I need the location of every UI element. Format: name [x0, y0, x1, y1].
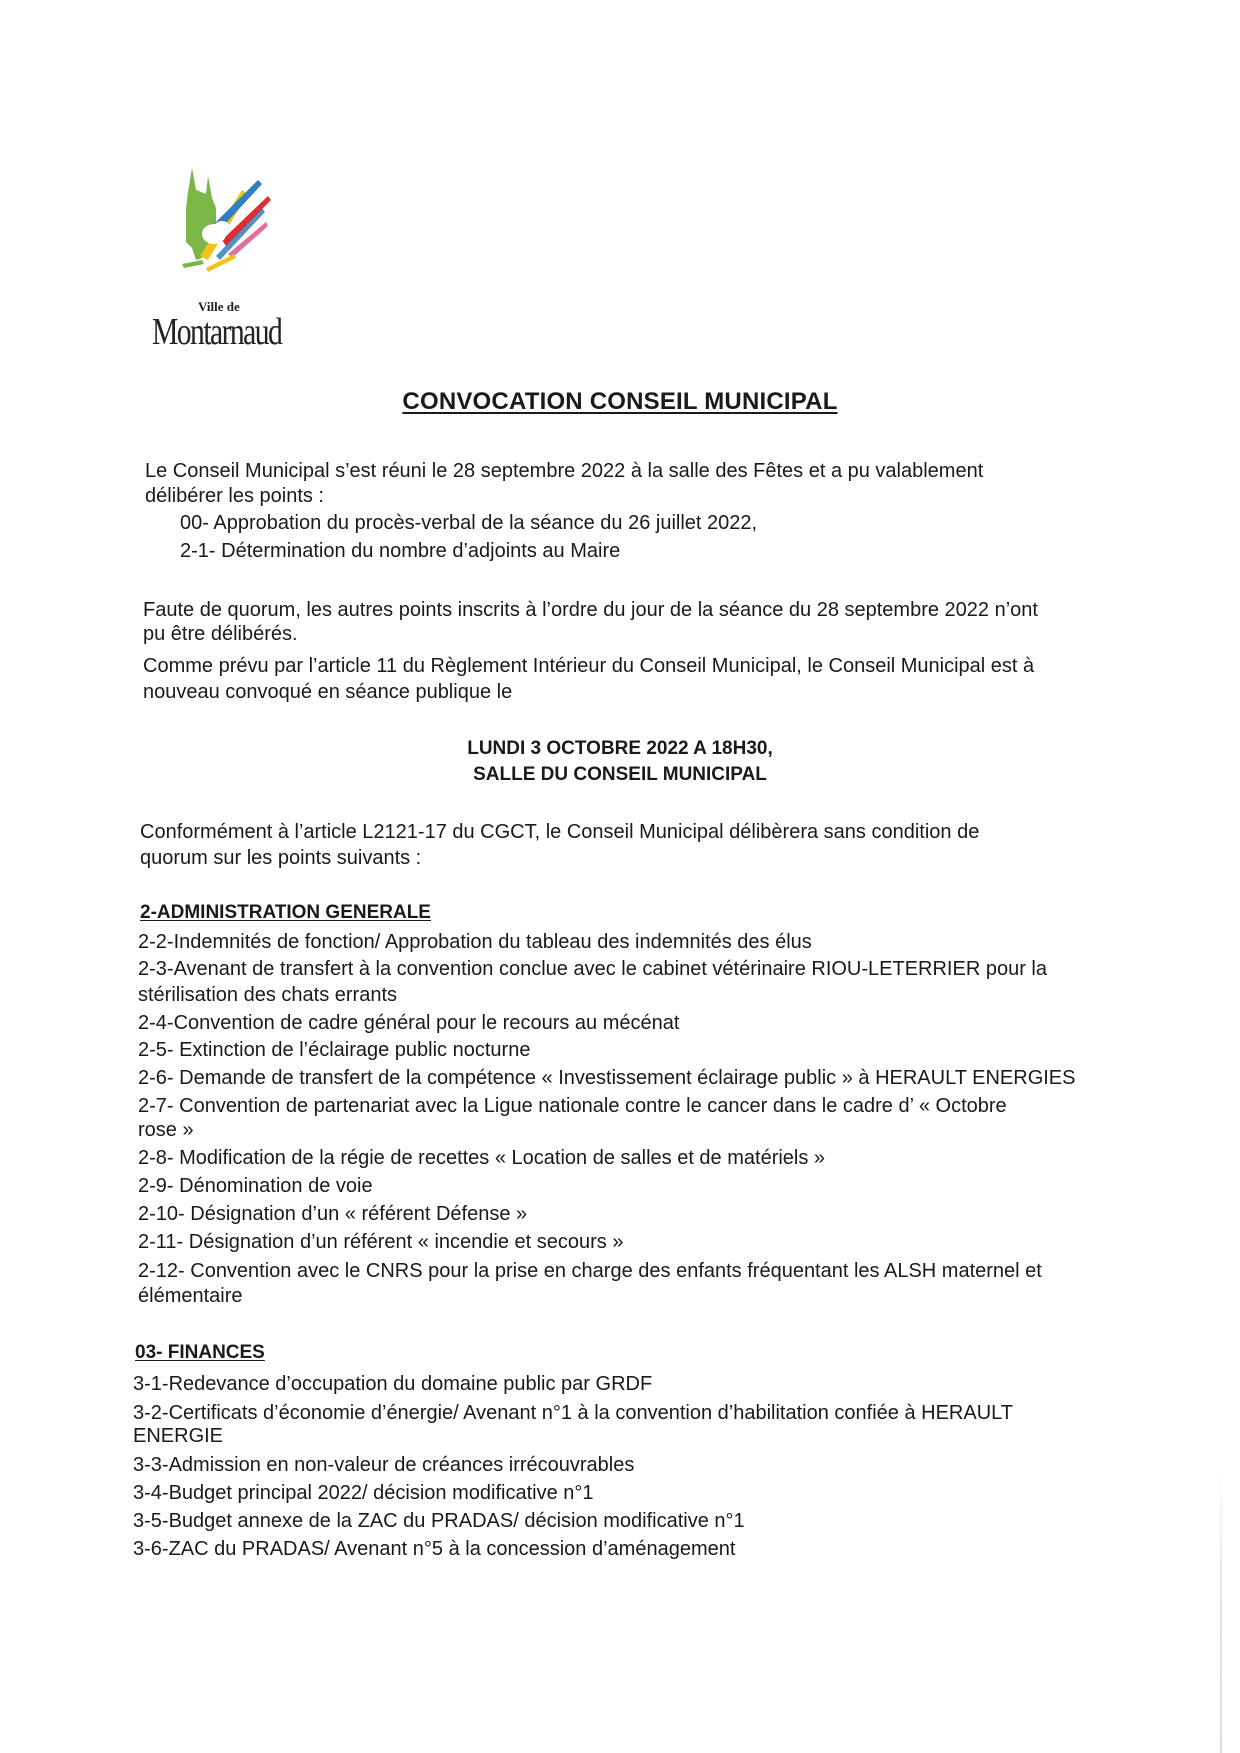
admin-heading: 2-ADMINISTRATION GENERALE: [140, 902, 431, 923]
intro-line-1: Le Conseil Municipal s’est réuni le 28 septembre 2022 à la salle des Fêtes et a pu valablement: [145, 460, 984, 482]
list-item: 2-5- Extinction de l’éclairage public nocturne: [138, 1039, 531, 1061]
list-item: 3-3-Admission en non-valeur de créances irrécouvrables: [133, 1454, 635, 1476]
conform-line-1: Conformément à l’article L2121-17 du CGCT, le Conseil Municipal délibèrera sans condition de: [140, 821, 980, 843]
list-item: 3-5-Budget annexe de la ZAC du PRADAS/ décision modificative n°1: [133, 1510, 745, 1532]
logo-ville-de: Ville de: [198, 299, 240, 314]
list-item: 2-12- Convention avec le CNRS pour la prise en charge des enfants fréquentant les ALSH maternel et: [138, 1260, 1042, 1282]
logo-town-name: Montarnaud: [152, 311, 282, 353]
list-item: stérilisation des chats errants: [138, 984, 398, 1006]
quorum-line-2: pu être délibérés.: [143, 623, 298, 645]
list-item: 2-8- Modification de la régie de recettes « Location de salles et de matériels »: [138, 1147, 826, 1169]
scan-edge-line: [1220, 1470, 1222, 1753]
intro-line-2: délibérer les points :: [145, 485, 324, 507]
list-item: 2-4-Convention de cadre général pour le recours au mécénat: [138, 1012, 680, 1034]
list-item: 2-6- Demande de transfert de la compétence « Investissement éclairage public » à HERAULT ENERGIES: [138, 1067, 1076, 1089]
list-item: 3-1-Redevance d’occupation du domaine public par GRDF: [133, 1373, 653, 1395]
list-item: 3-6-ZAC du PRADAS/ Avenant n°5 à la concession d’aménagement: [133, 1538, 736, 1560]
list-item: 2-9- Dénomination de voie: [138, 1175, 373, 1197]
list-item: 3-2-Certificats d’économie d’énergie/ Avenant n°1 à la convention d’habilitation confiée à HERAULT: [133, 1402, 1013, 1424]
list-item: ENERGIE: [133, 1425, 224, 1447]
list-item: 2-10- Désignation d’un « référent Défense »: [138, 1203, 528, 1225]
list-item: rose »: [138, 1119, 194, 1141]
meeting-date: LUNDI 3 OCTOBRE 2022 A 18H30,: [467, 738, 773, 759]
list-item: 2-3-Avenant de transfert à la convention conclue avec le cabinet vétérinaire RIOU-LETERRIER pour la: [138, 958, 1047, 980]
quorum-line-1: Faute de quorum, les autres points inscrits à l’ordre du jour de la séance du 28 septembre 2022 n’ont: [143, 599, 1038, 621]
intro-item-2: 2-1- Détermination du nombre d’adjoints au Maire: [180, 540, 621, 562]
meeting-place: SALLE DU CONSEIL MUNICIPAL: [473, 764, 767, 785]
montarnaud-emblem-icon: [172, 168, 272, 286]
town-logo: [150, 168, 290, 353]
quorum-line-3: Comme prévu par l’article 11 du Règlement Intérieur du Conseil Municipal, le Conseil Municipal est à: [143, 655, 1035, 677]
list-item: 2-11- Désignation d’un référent « incendie et secours »: [138, 1231, 624, 1253]
list-item: élémentaire: [138, 1285, 243, 1307]
document-title: CONVOCATION CONSEIL MUNICIPAL: [402, 388, 838, 415]
list-item: 2-2-Indemnités de fonction/ Approbation du tableau des indemnités des élus: [138, 931, 812, 953]
intro-item-1: 00- Approbation du procès-verbal de la séance du 26 juillet 2022,: [180, 512, 758, 534]
list-item: 3-4-Budget principal 2022/ décision modificative n°1: [133, 1482, 594, 1504]
quorum-line-4: nouveau convoqué en séance publique le: [143, 681, 513, 703]
finances-heading: 03- FINANCES: [135, 1342, 265, 1363]
list-item: 2-7- Convention de partenariat avec la Ligue nationale contre le cancer dans le cadre d’ « Octobre: [138, 1095, 1007, 1117]
conform-line-2: quorum sur les points suivants :: [140, 847, 422, 869]
